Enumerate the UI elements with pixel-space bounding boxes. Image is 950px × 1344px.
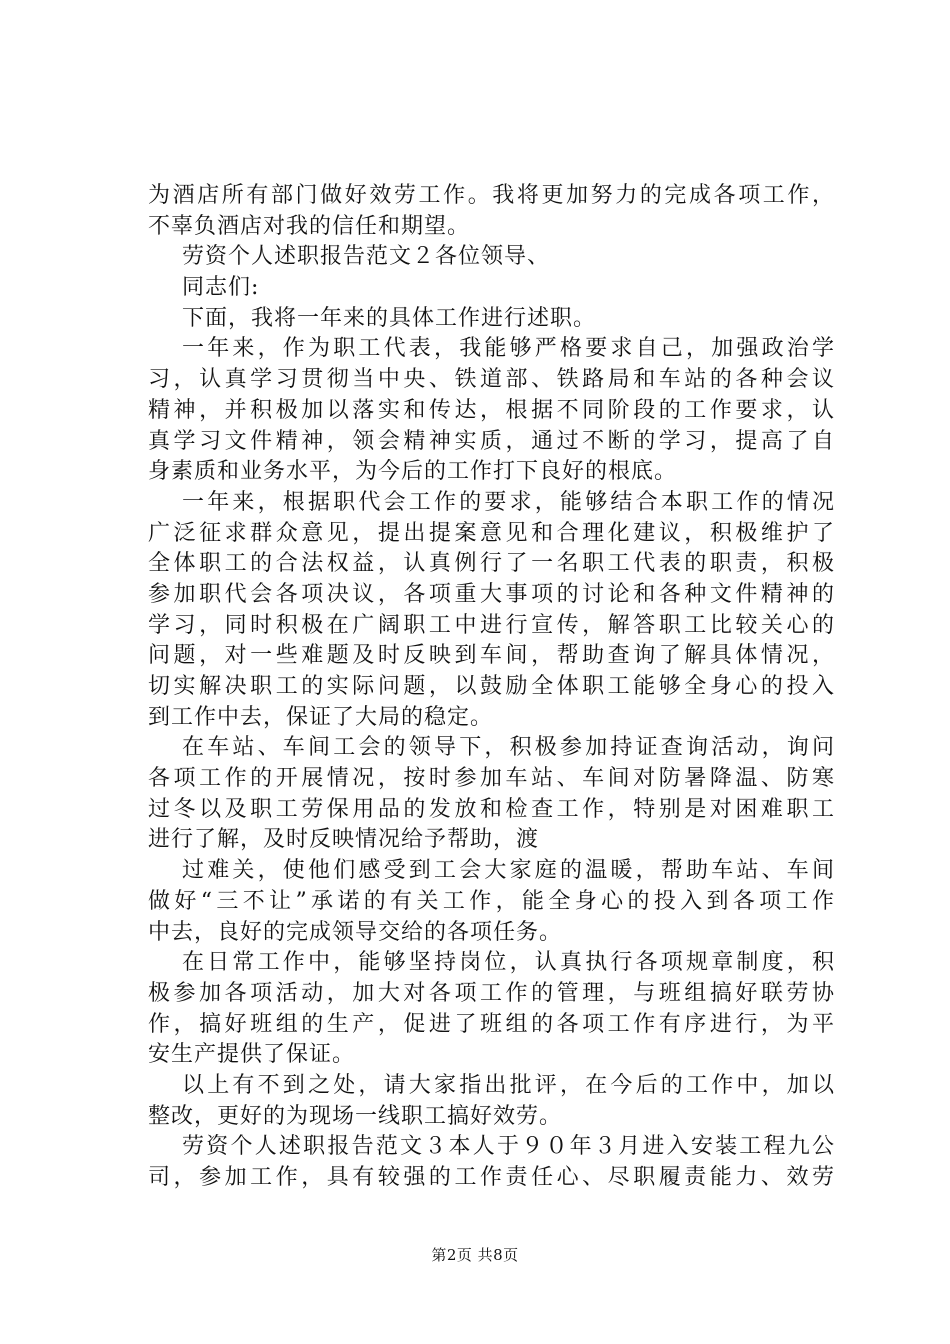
text-line: 司，参加工作，具有较强的工作责任心、尽职履责能力、效劳	[148, 1165, 835, 1190]
text-line: 整改，更好的为现场一线职工搞好效劳。	[148, 1103, 563, 1129]
text-line: 一年来，根据职代会工作的要求，能够结合本职工作的情况	[182, 489, 835, 515]
text-line: 同志们:	[182, 275, 260, 301]
text-line: 切实解决职工的实际问题，以鼓励全体职工能够全身心的投入	[148, 674, 835, 699]
text-line: 习，认真学习贯彻当中央、铁道部、铁路局和车站的各种会议	[148, 367, 835, 393]
text-line: 过冬以及职工劳保用品的发放和检查工作，特别是对困难职工	[148, 796, 835, 822]
text-line: 参加职代会各项决议，各项重大事项的讨论和各种文件精神的	[148, 581, 835, 607]
document-body	[148, 181, 835, 1194]
text-line: 安生产提供了保证。	[148, 1042, 356, 1068]
text-line: 各项工作的开展情况，按时参加车站、车间对防暑降温、防寒	[148, 766, 835, 792]
text-line: 作，搞好班组的生产，促进了班组的各项工作有序进行，为平	[148, 1011, 835, 1037]
text-line: 进行了解，及时反映情况给予帮助，渡	[148, 827, 540, 853]
text-line: 精神，并积极加以落实和传达，根据不同阶段的工作要求，认	[148, 397, 835, 423]
text-line: 以上有不到之处，请大家指出批评，在今后的工作中，加以	[182, 1072, 835, 1098]
text-line: 劳资个人述职报告范文２各位领导、	[182, 244, 551, 270]
page-number-footer: 第2页 共8页	[431, 1246, 519, 1264]
text-line: 一年来，作为职工代表，我能够严格要求自己，加强政治学	[182, 336, 835, 362]
text-line: 身素质和业务水平，为今后的工作打下良好的根底。	[148, 459, 678, 485]
text-line: 全体职工的合法权益，认真例行了一名职工代表的职责，积极	[148, 551, 835, 577]
text-line: 过难关，使他们感受到工会大家庭的温暖，帮助车站、车间	[182, 858, 835, 884]
text-line: 真学习文件精神，领会精神实质，通过不断的学习，提高了自	[148, 428, 835, 454]
text-line: 学习，同时积极在广阔职工中进行宣传，解答职工比较关心的	[148, 612, 835, 638]
text-line: 做好“三不让”承诺的有关工作，能全身心的投入到各项工作	[148, 888, 835, 914]
text-line: 广泛征求群众意见，提出提案意见和合理化建议，积极维护了	[148, 520, 835, 546]
text-line: 中去，良好的完成领导交给的各项任务。	[148, 919, 563, 945]
text-line: 在日常工作中，能够坚持岗位，认真执行各项规章制度，积	[182, 950, 835, 976]
text-line: 为酒店所有部门做好效劳工作。我将更加努力的完成各项工作，	[148, 183, 835, 208]
text-line: 在车站、车间工会的领导下，积极参加持证查询活动，询问	[182, 735, 835, 761]
text-line: 到工作中去，保证了大局的稳定。	[148, 704, 494, 730]
text-line: 极参加各项活动，加大对各项工作的管理，与班组搞好联劳协	[148, 980, 835, 1006]
text-line: 劳资个人述职报告范文３本人于９０年３月进入安装工程九公	[182, 1134, 835, 1160]
text-line: 问题，对一些难题及时反映到车间，帮助查询了解具体情况，	[148, 643, 835, 669]
text-line: 不辜负酒店对我的信任和期望。	[148, 213, 471, 239]
text-line: 下面，我将一年来的具体工作进行述职。	[182, 305, 597, 331]
